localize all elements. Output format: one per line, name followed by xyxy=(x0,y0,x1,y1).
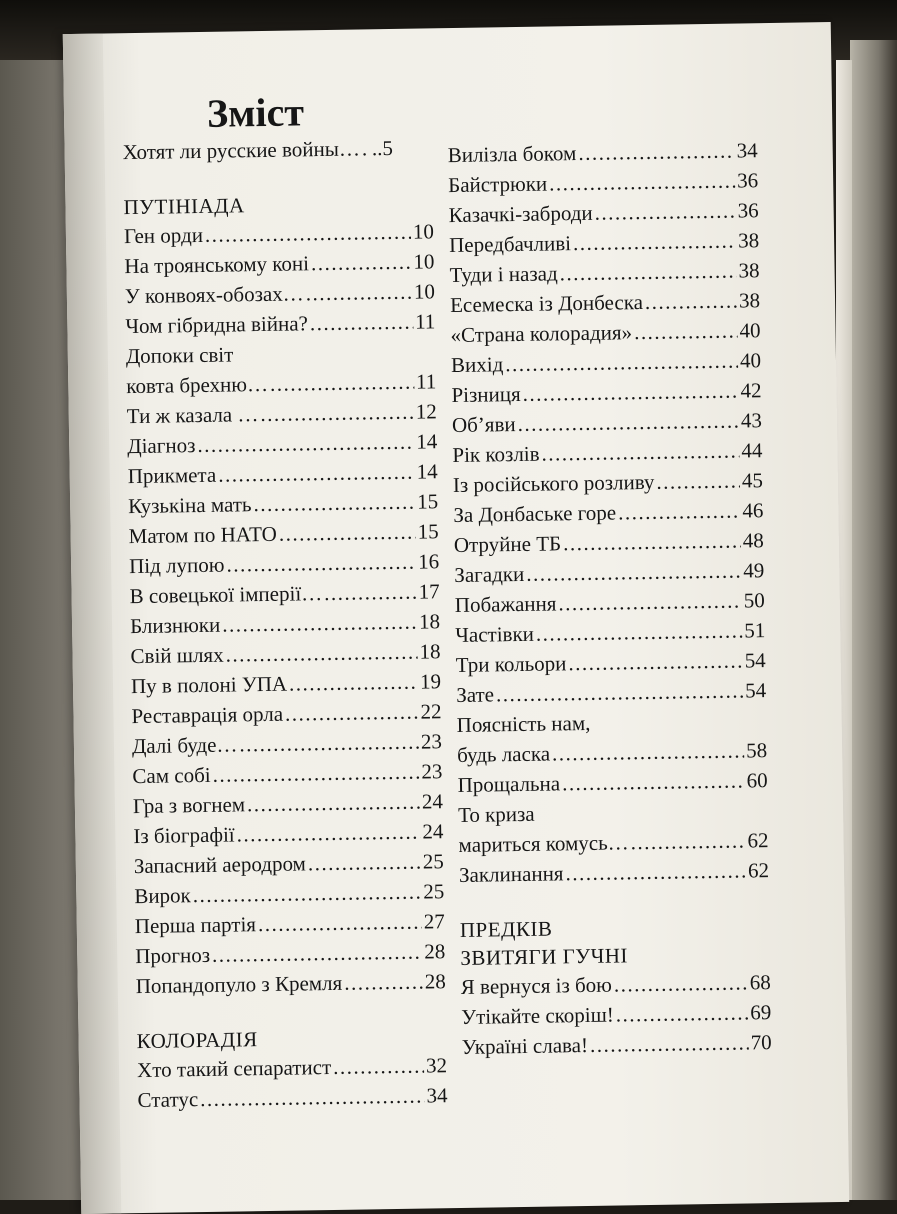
entry-page: 60 xyxy=(746,768,768,793)
dot-leader xyxy=(260,397,414,429)
entry-page: 14 xyxy=(416,459,438,484)
entry-page: 25 xyxy=(422,849,445,874)
entry-title: На троянському коні xyxy=(124,251,310,279)
entry-title: Хто такий сепаратист xyxy=(136,1055,332,1083)
entry-title-line: То криза xyxy=(457,801,535,827)
entry-title: Сам собі xyxy=(132,762,211,789)
toc-entry xyxy=(132,726,442,761)
entry-page: 16 xyxy=(417,549,440,574)
entry-page: 62 xyxy=(747,858,770,883)
toc-entry xyxy=(129,576,439,611)
entry-page: 49 xyxy=(743,558,765,583)
toc-entry xyxy=(451,345,761,380)
entry-title: Три кольори xyxy=(455,651,567,678)
entry-title: Різниця xyxy=(451,381,521,408)
entry-page: 25 xyxy=(423,879,445,904)
entry-page: 42 xyxy=(740,378,762,403)
entry-page: 22 xyxy=(420,699,442,724)
toc-entry xyxy=(452,405,762,440)
entry-page: 15 xyxy=(417,519,439,544)
toc-entry xyxy=(458,825,768,860)
dot-leader xyxy=(308,847,421,879)
toc-entry xyxy=(128,486,438,521)
toc-entry xyxy=(455,615,765,650)
dot-leader xyxy=(247,787,420,820)
toc-entry xyxy=(454,555,764,590)
dot-leader xyxy=(310,307,414,339)
entry-title: Прикмета xyxy=(127,462,217,489)
entry-title: Казачкі-заброди xyxy=(448,200,593,228)
toc-entry xyxy=(129,546,439,581)
entry-page: 38 xyxy=(738,288,761,313)
entry-title: За Донбаське горе xyxy=(453,500,617,528)
toc-entry xyxy=(461,997,771,1032)
dot-leader xyxy=(258,907,422,940)
dot-leader xyxy=(594,196,735,228)
toc-entry xyxy=(127,426,437,461)
entry-title: Побажання xyxy=(454,591,557,618)
toc-entry xyxy=(130,636,440,671)
dot-leader xyxy=(289,667,418,699)
entry-title: Зате xyxy=(456,682,495,708)
dot-leader xyxy=(225,637,417,670)
dot-leader xyxy=(517,406,739,439)
toc-entry xyxy=(462,1027,772,1062)
entry-page: 62 xyxy=(747,828,769,853)
toc-entry xyxy=(130,606,440,641)
entry-title: Статус xyxy=(137,1087,199,1113)
entry-title: Далі буде… xyxy=(131,732,238,759)
entry-page: 11 xyxy=(415,369,437,394)
entry-title: Байстрюки xyxy=(448,171,548,198)
dot-leader xyxy=(311,247,412,279)
toc-entry xyxy=(456,645,766,680)
entry-page: 36 xyxy=(737,198,759,223)
dot-leader xyxy=(618,496,741,528)
entry-page: 10 xyxy=(413,279,436,304)
dot-leader xyxy=(253,487,415,520)
dot-leader xyxy=(656,466,740,497)
dot-leader xyxy=(590,1027,749,1059)
entry-title: Із біографії xyxy=(133,822,235,849)
toc-entry xyxy=(454,525,764,560)
entry-page: ..5 xyxy=(371,135,394,161)
dot-leader xyxy=(270,367,415,399)
dot-leader xyxy=(362,133,370,163)
entry-title-line: Допоки світ xyxy=(125,342,234,369)
dot-leader xyxy=(563,526,741,559)
entry-page: 69 xyxy=(750,1000,772,1025)
dot-leader xyxy=(324,577,417,608)
entry-title: Ген орди xyxy=(123,222,204,249)
dot-leader xyxy=(333,1051,424,1082)
background-right xyxy=(850,40,897,1200)
dot-leader xyxy=(645,286,738,317)
entry-page: 23 xyxy=(420,729,443,754)
entry-page: 54 xyxy=(744,678,767,703)
entry-page: 18 xyxy=(419,639,441,664)
section-heading-predkiv-line2: ЗВИТЯГИ ГУЧНІ xyxy=(460,943,629,970)
entry-title: Із російського розливу xyxy=(452,469,655,498)
entry-title: Свій шлях xyxy=(130,642,224,669)
entry-page: 24 xyxy=(422,819,444,844)
toc-entry xyxy=(135,906,445,941)
dot-leader xyxy=(578,136,735,168)
entry-title: Есемеска із Донбеска xyxy=(449,290,644,318)
toc-entry xyxy=(453,465,763,500)
entry-title: Матом по НАТО xyxy=(128,521,278,549)
dot-leader xyxy=(279,517,416,549)
entry-page: 10 xyxy=(413,249,435,274)
dot-leader xyxy=(236,817,420,850)
dot-leader xyxy=(212,937,423,970)
toc-entry xyxy=(449,225,759,260)
toc-entry xyxy=(133,816,443,851)
dot-leader xyxy=(558,586,742,619)
toc-entry xyxy=(455,585,765,620)
entry-page: 51 xyxy=(744,618,766,643)
toc-entry xyxy=(127,456,437,491)
toc-entry xyxy=(447,135,757,170)
entry-page: 44 xyxy=(741,438,763,463)
entry-page: 36 xyxy=(736,168,759,193)
entry-page: 70 xyxy=(750,1030,772,1055)
entry-page: 48 xyxy=(742,528,765,553)
dot-leader xyxy=(526,556,742,589)
toc-entry xyxy=(125,306,435,341)
toc-list-koloradia xyxy=(137,1050,448,1115)
entry-title: Гра з вогнем xyxy=(132,792,246,819)
entry-page: 27 xyxy=(423,909,445,934)
dot-leader xyxy=(634,316,738,348)
toc-left-column xyxy=(122,132,447,1115)
dot-leader xyxy=(565,855,746,888)
toc-entry xyxy=(125,276,435,311)
entry-page: 19 xyxy=(419,669,442,694)
dot-leader xyxy=(522,376,738,409)
dot-leader xyxy=(573,226,737,259)
entry-page: 40 xyxy=(739,318,761,343)
entry-page: 34 xyxy=(736,138,758,163)
entry-title: Я вернуся із бою xyxy=(460,972,613,999)
toc-entry xyxy=(457,735,767,770)
entry-page: 24 xyxy=(421,789,444,814)
entry-page: 46 xyxy=(742,498,764,523)
toc-entry xyxy=(134,846,444,881)
entry-title: Пу в полоні УПА xyxy=(130,671,288,699)
dot-leader xyxy=(536,616,743,649)
dot-leader xyxy=(200,1081,425,1115)
dot-leader xyxy=(197,427,414,460)
section-heading-putiniada: ПУТІНІАДА xyxy=(123,193,245,220)
dot-leader xyxy=(541,436,739,469)
entry-title: мариться комусь… xyxy=(458,830,629,857)
entry-page: 10 xyxy=(412,219,435,244)
toc-entry xyxy=(449,255,759,290)
toc-entry xyxy=(133,786,443,821)
entry-title: Близнюки xyxy=(129,612,221,639)
dot-leader xyxy=(239,727,419,760)
dot-leader xyxy=(614,967,748,999)
toc-entry xyxy=(124,216,434,251)
entry-title: Під лупою xyxy=(128,552,225,579)
section-heading-predkiv: ПРЕДКІВ xyxy=(459,916,553,942)
entry-page: 18 xyxy=(418,609,441,634)
entry-title: Отруйне ТБ xyxy=(453,531,562,558)
toc-entry xyxy=(450,315,760,350)
entry-title: Вихід xyxy=(450,352,504,378)
entry-title: Заклинання xyxy=(458,861,564,887)
entry-page: 68 xyxy=(749,970,771,995)
entry-title: Вирок xyxy=(134,883,191,909)
toc-entry xyxy=(127,396,437,431)
book-page xyxy=(63,22,849,1214)
entry-page: 12 xyxy=(415,399,437,424)
toc-entry xyxy=(136,966,446,1001)
toc-entry xyxy=(452,435,762,470)
entry-title: ковта брехню… xyxy=(126,371,269,399)
entry-page: 28 xyxy=(424,939,446,964)
entry-page: 14 xyxy=(416,429,438,454)
toc-entry xyxy=(448,195,758,230)
toc-list-predkiv xyxy=(461,967,772,1062)
dot-leader xyxy=(568,646,743,679)
dot-leader xyxy=(549,166,735,199)
dot-leader xyxy=(226,547,416,580)
toc-entry xyxy=(131,666,441,701)
entry-title: Ти ж казала … xyxy=(126,402,259,429)
entry-title: Туди і назад xyxy=(449,261,558,288)
entry-page: 38 xyxy=(737,228,760,253)
entry-title-line: Поясність нам, xyxy=(456,710,591,738)
entry-page: 58 xyxy=(745,738,768,763)
entry-page: 32 xyxy=(425,1053,448,1078)
dot-leader xyxy=(222,607,417,640)
toc-list-putiniada xyxy=(124,216,446,1001)
dot-leader xyxy=(505,346,738,380)
toc-entry xyxy=(132,756,442,791)
entry-page: 40 xyxy=(739,348,762,373)
entry-title: Хотят ли русские войны… xyxy=(122,136,361,165)
toc-right-column xyxy=(447,135,771,1062)
toc-heading: Зміст xyxy=(206,89,305,136)
entry-page: 23 xyxy=(421,759,443,784)
dot-leader xyxy=(562,765,745,798)
entry-title: Частівки xyxy=(455,621,535,648)
entry-title: Вилізла боком xyxy=(447,141,577,168)
dot-leader xyxy=(496,676,744,710)
toc-entry xyxy=(459,855,769,890)
dot-leader xyxy=(193,877,422,911)
entry-title: Чом гібридна війна? xyxy=(125,311,309,339)
toc-entry xyxy=(461,967,771,1002)
toc-entry xyxy=(456,675,766,710)
toc-entry xyxy=(451,375,761,410)
dot-leader xyxy=(285,697,419,729)
dot-leader xyxy=(559,256,736,289)
toc-entry xyxy=(131,696,441,731)
toc-list-continued xyxy=(447,135,769,890)
dot-leader xyxy=(218,457,415,490)
section-heading-koloradia: КОЛОРАДІЯ xyxy=(136,1027,258,1054)
entry-page: 15 xyxy=(416,489,439,514)
toc-entry xyxy=(128,516,438,551)
entry-page: 54 xyxy=(744,648,766,673)
entry-title: Передбачливі xyxy=(448,231,572,258)
entry-title: будь ласка xyxy=(456,741,551,767)
toc-entry xyxy=(134,876,444,911)
dot-leader xyxy=(212,757,419,790)
dot-leader xyxy=(344,967,423,998)
entry-title: Перша партія xyxy=(134,912,257,939)
entry-page: 38 xyxy=(738,258,760,283)
entry-title: Діагноз xyxy=(127,433,196,459)
entry-title: Попандопуло з Кремля xyxy=(135,970,343,999)
entry-title: Об’яви xyxy=(451,412,516,438)
toc-entry xyxy=(137,1080,447,1115)
entry-page: 50 xyxy=(743,588,765,613)
entry-page: 11 xyxy=(414,309,436,334)
toc-entry xyxy=(457,765,767,800)
entry-page: 17 xyxy=(418,579,440,604)
toc-entry xyxy=(453,495,763,530)
entry-title: Утікайте скоріш! xyxy=(461,1002,614,1029)
entry-title: Рік козлів xyxy=(452,441,540,468)
entry-title: Прогноз xyxy=(135,942,211,969)
entry-page: 34 xyxy=(426,1083,448,1108)
entry-title: Прощальна xyxy=(457,771,561,797)
toc-entry xyxy=(137,1050,447,1085)
dot-leader xyxy=(616,997,749,1029)
entry-title: Реставрація орла xyxy=(131,701,284,729)
entry-title: У конвоях-обозах… xyxy=(124,281,304,309)
entry-title: Україні слава! xyxy=(461,1032,589,1059)
toc-entry xyxy=(448,165,758,200)
entry-title: Кузькіна мать xyxy=(128,492,252,519)
dot-leader xyxy=(305,277,412,309)
table-of-contents xyxy=(112,84,829,1175)
toc-entry xyxy=(450,285,760,320)
entry-title: «Страна колорадия» xyxy=(450,320,633,348)
toc-entry xyxy=(126,366,436,401)
dot-leader xyxy=(552,735,745,768)
dot-leader xyxy=(630,825,745,857)
toc-entry-intro xyxy=(122,132,432,167)
entry-title: В совецької імперії… xyxy=(129,581,323,609)
toc-entry xyxy=(124,246,434,281)
dot-leader xyxy=(205,217,411,250)
entry-title: Загадки xyxy=(454,561,525,588)
toc-entry xyxy=(135,936,445,971)
entry-title: Запасний аеродром xyxy=(133,851,307,879)
entry-page: 43 xyxy=(740,408,763,433)
entry-page: 45 xyxy=(741,468,764,493)
entry-page: 28 xyxy=(424,969,446,994)
